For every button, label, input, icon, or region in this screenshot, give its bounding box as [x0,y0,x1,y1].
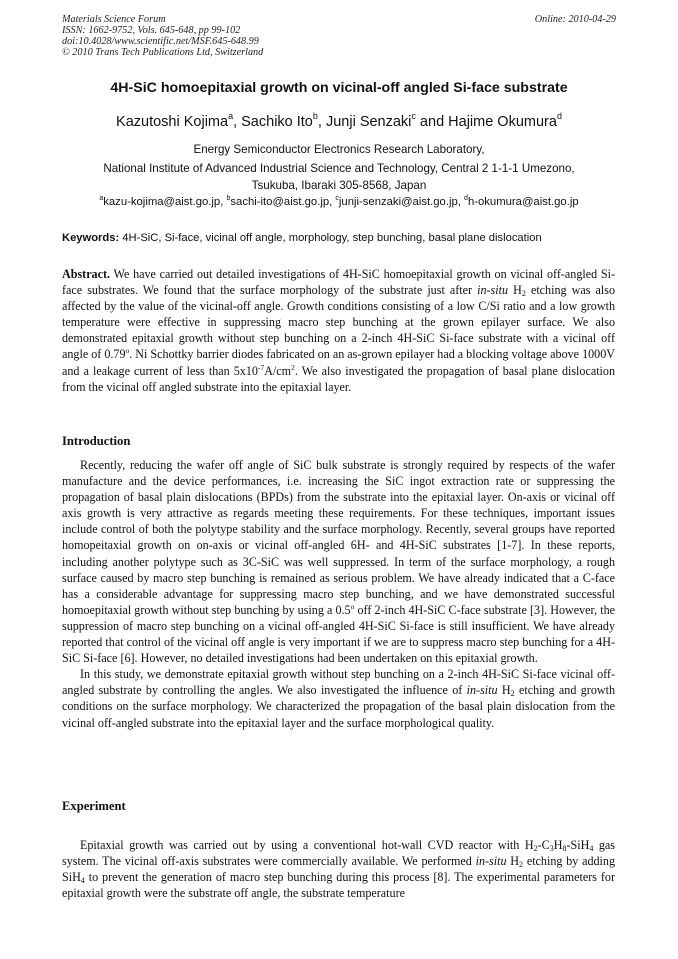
affiliation-institute [62,160,616,194]
exp-subscript: 2 [533,844,538,853]
exp-italic: in-situ [475,854,507,869]
abstract-label: Abstract. [62,267,111,281]
email-address[interactable]: kazu-kojima@aist.go.jp [103,196,221,208]
abstract-text: H [508,283,522,298]
experiment-body [62,837,615,901]
author-mark: d [556,111,562,121]
exp-text: H [506,854,520,869]
exp-text: to prevent the generation of macro step bunching during this process [8]. The experimental parameters for epitaxial growth were the substrate off angle, the substrate temperature [62,870,615,901]
email-address[interactable]: sachi-ito@aist.go.jp [230,196,330,208]
paper-title: 4H-SiC homoepitaxial growth on vicinal-off angled Si-face substrate [110,80,568,96]
author-separator: and [415,114,449,130]
intro-text: In this study, we demonstrate epitaxial growth without step bunching on a 2-inch 4H-SiC Si-face vicinal off-angled substrate by controlling the angles. We also investigated the influence of [62,667,615,698]
introduction-heading: Introduction [62,434,131,448]
abstract-text: A/cm [264,363,292,378]
email-list: $^a$kazu-kojima@aist.go.jp, $^b$sachi-ito@aist.go.jp, $^c$junji-senzaki@aist.go.jp, $^d$h-okumura@aist.go.jp [99,195,579,208]
introduction-paragraph-1 [62,457,615,666]
exp-text: -C [537,838,550,852]
abstract-text: . Ni Schottky barrier diodes fabricated on an as-grown epilayer had a blocking voltage above 1000V and a leakage current of less than 5x10 [62,347,615,378]
abstract-superscript: 2 [291,362,295,372]
intro-superscript: o [350,601,355,611]
intro-subscript: 2 [510,689,515,699]
introduction-body [62,457,615,731]
author-separator: , [317,114,326,130]
abstract-superscript: -7 [257,362,265,372]
email-address[interactable]: h-okumura@aist.go.jp [467,196,579,208]
exp-text: H [553,838,563,852]
intro-italic: in-situ [466,683,498,698]
exp-subscript: 3 [549,844,554,853]
email-mark: c [335,195,339,202]
issn-line: ISSN: 1662-9752, Vols. 645-648, pp 99-102 [62,25,241,36]
email-mark: d [464,195,468,202]
experiment-paragraph [62,837,615,901]
email-mark: a [99,195,104,202]
exp-subscript: 4 [589,844,594,853]
experiment-heading: Experiment [62,799,126,813]
abstract-italic: in-situ [477,283,509,298]
affiliation-lab: Energy Semiconductor Electronics Research Laboratory, [193,143,485,156]
exp-text: Epitaxial growth was carried out by using a conventional hot-wall CVD reactor with H [80,838,534,852]
author-name: Sachiko Ito [241,114,313,130]
intro-text: Recently, reducing the wafer off angle of SiC bulk substrate is strongly required by respects of the wafer manufacture and the device performances, i.e. increasing the SiC ingot extraction rate or suppressing the propagation of basal plain dislocations (BPDs) from the substrate into the epitaxial layer. On-axis or vicinal off axis growth is very attractive as regards meeting these requirements. For these techniques, important issues include control of both the polytype stability and the surface morphology. Recently, several groups have reported homopeitaxial growth on on-axis or vicinal off-angled 6H- and 4H-SiC substrates [1-7]. In these reports, including another polytype such as 3C-SiC was well suppressed. In term of the surface morphology, a rough surface caused by macro step bunching is remained as serious problem. We have already indicated that a C-face has a considerable advantage for suppressing macro step bunching, and we have demonstrated successful homoepitaxial growth without step bunching by using a 0.5 [62,458,615,617]
abstract-subscript: 2 [521,289,526,299]
author-list [30,112,648,132]
exp-text: etching by adding SiH [62,854,615,885]
journal-header [62,14,263,58]
intro-text: H [497,683,511,698]
exp-subscript: 4 [80,876,85,886]
intro-text: etching and growth conditions on the surface morphology. We characterized the propagation of the basal plain dislocation from the vicinal off-angled substrate into the epitaxial layer and the surface morphological quality. [62,683,616,730]
journal-name: Materials Science Forum [62,14,166,25]
abstract-text: etching was also affected by the value of the vicinal-off angle. Growth conditions consisting of a low C/Si ratio and a low growth temperature were effective in suppressing macro step bunching at the grown epilayer surface. We also demonstrated epitaxial growth without step bunching on a 2-inch 4H-SiC Si-face substrate with a vicinal off angle of 0.79 [62,283,616,362]
keywords-text: 4H-SiC, Si-face, vicinal off angle, morphology, step bunching, basal plane dislocation [119,232,542,244]
keywords-label: Keywords: [62,232,120,244]
exp-subscript: 8 [562,844,567,853]
online-date: Online: 2010-04-29 [534,14,616,25]
exp-text: gas system. The vicinal off-axis substrates were commercially available. We performed [62,838,615,869]
author-name: Hajime Okumura [448,114,557,130]
abstract-text: We have carried out detailed investigations of 4H-SiC homoepitaxial growth on vicinal off-angled Si-face substrates. We found that the surface morphology of the substrate just after [62,267,615,298]
keywords [62,230,622,247]
affiliation-address-2: Tsukuba, Ibaraki 305-8568, Japan [251,179,427,192]
exp-text: -SiH [566,838,590,852]
author-mark: b [312,111,318,121]
introduction-paragraph-2 [62,666,615,730]
doi-line[interactable]: doi:10.4028/www.scientific.net/MSF.645-648.99 [62,36,259,47]
affiliation-address-1: National Institute of Advanced Industrial Science and Technology, Central 2 1-1-1 Umezono, [103,162,575,175]
copyright-line: © 2010 Trans Tech Publications Ltd, Switzerland [62,47,264,58]
author-name: Junji Senzaki [325,114,412,130]
author-separator: , [233,114,242,130]
author-mark: c [411,111,416,121]
author-mark: a [228,111,234,121]
abstract [62,266,615,395]
email-address[interactable]: junji-senzaki@aist.go.jp [338,196,458,208]
exp-subscript: 2 [519,860,524,870]
abstract-text: . We also investigated the propagation of basal plane dislocation from the vicinal off angled substrate into the epitaxial layer. [62,363,616,394]
intro-text: off 2-inch 4H-SiC C-face substrate [3]. However, the suppression of macro step bunching on a vicinal off-angled 4H-SiC Si-face is still insufficient. We have already reported that control of the vicinal off angle is very important if we are to suppress macro step bunching for a 4H-SiC Si-face [6]. However, no detailed investigations had been undertaken on this epitaxial growth. [62,602,615,666]
author-name: Kazutoshi Kojima [116,114,229,130]
abstract-superscript: o [125,346,130,356]
email-mark: b [226,195,231,202]
